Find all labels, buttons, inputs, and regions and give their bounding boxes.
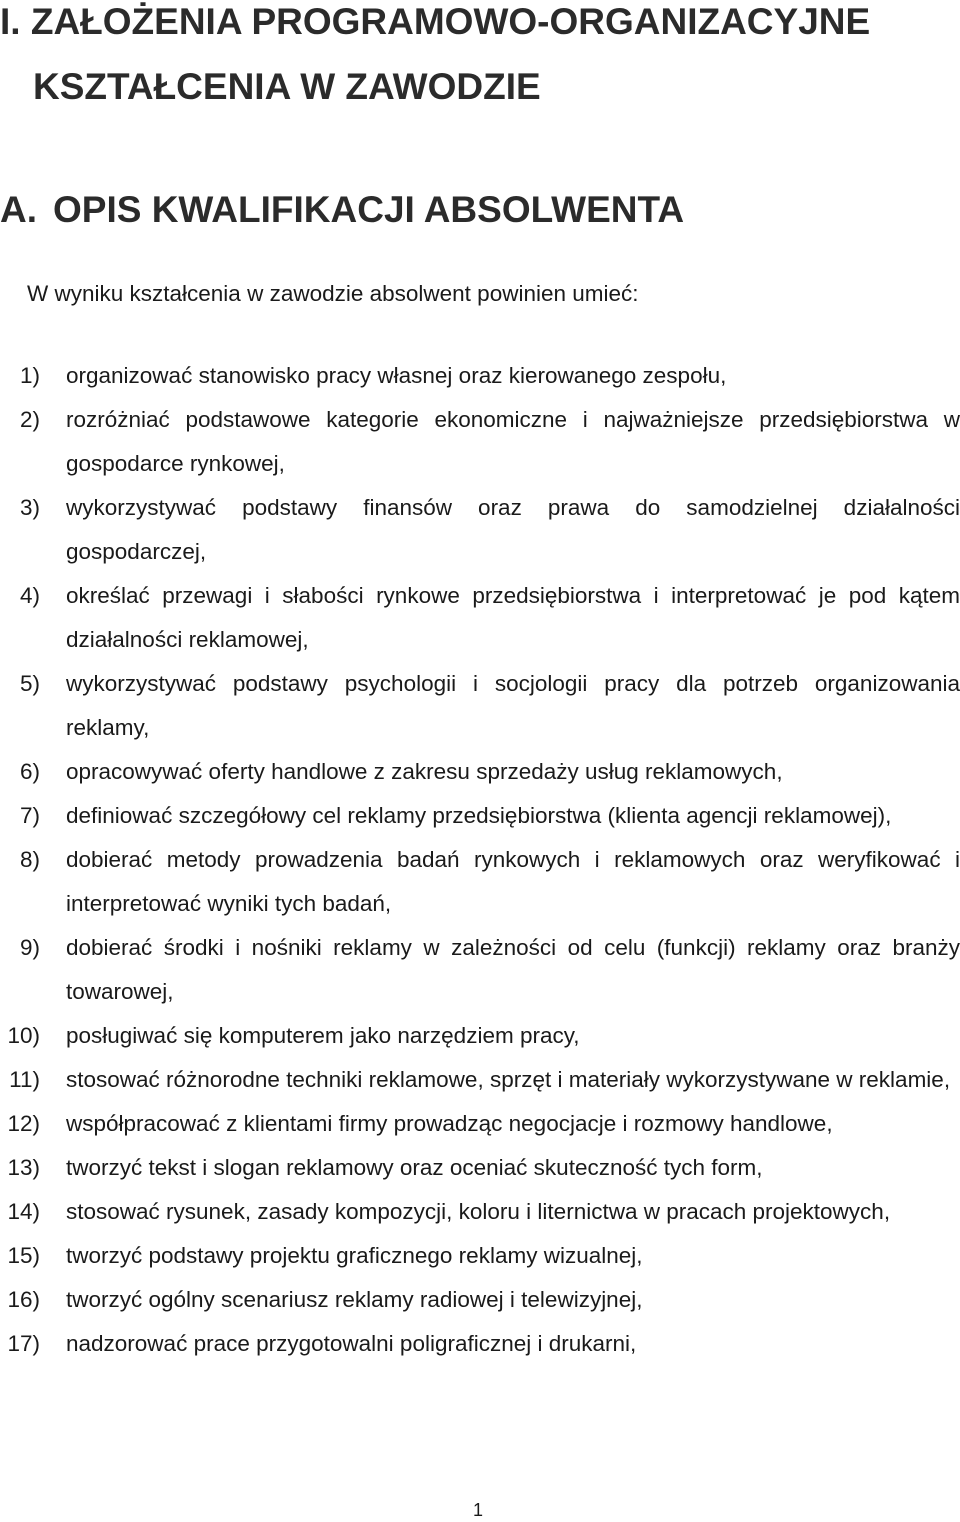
list-item [0, 794, 960, 838]
list-item-text: nadzorować prace przygotowalni poligraficznej i drukarni, [66, 1331, 637, 1356]
list-item-text: określać przewagi i słabości rynkowe przedsiębiorstwa i interpretować je pod kątem działalności reklamowej, [66, 583, 960, 652]
list-item-text: tworzyć tekst i slogan reklamowy oraz oceniać skuteczność tych form, [66, 1155, 763, 1180]
list-item [0, 1014, 960, 1058]
list-item-text: stosować rysunek, zasady kompozycji, koloru i liternictwa w pracach projektowych, [66, 1199, 891, 1224]
list-item-number: 12) [7, 1111, 40, 1136]
list-item [0, 750, 960, 794]
list-item-text: stosować różnorodne techniki reklamowe, sprzęt i materiały wykorzystywane w reklamie, [66, 1067, 951, 1092]
list-item [0, 1058, 960, 1102]
list-item [0, 838, 960, 926]
list-item-text: posługiwać się komputerem jako narzędziem pracy, [66, 1023, 580, 1048]
list-item-number: 5) [19, 671, 40, 696]
list-item [0, 1102, 960, 1146]
list-item-text: dobierać metody prowadzenia badań rynkowych i reklamowych oraz weryfikować i interpretować wyniki tych badań, [66, 847, 960, 916]
list-item-number: 4) [19, 583, 40, 608]
list-item-number: 14) [7, 1199, 40, 1224]
list-item-number: 17) [7, 1331, 40, 1356]
list-item-number: 3) [19, 495, 40, 520]
page-number: 1 [473, 1500, 484, 1520]
section-letter: A. [0, 189, 37, 230]
list-item-number: 8) [19, 847, 40, 872]
list-item-number: 16) [7, 1287, 40, 1312]
list-item [0, 1322, 960, 1366]
list-item-number: 6) [19, 759, 40, 784]
list-item-text: współpracować z klientami firmy prowadząc negocjacje i rozmowy handlowe, [66, 1111, 833, 1136]
list-item [0, 1234, 960, 1278]
list-item-number: 7) [19, 803, 40, 828]
list-item [0, 354, 960, 398]
qualifications-list [0, 354, 960, 1366]
list-item-text: organizować stanowisko pracy własnej oraz kierowanego zespołu, [66, 363, 727, 388]
list-item-text: wykorzystywać podstawy finansów oraz prawa do samodzielnej działalności gospodarczej, [66, 495, 960, 564]
chapter-heading-line-1: I. ZAŁOŻENIA PROGRAMOWO-ORGANIZACYJNE [0, 1, 871, 42]
list-item [0, 926, 960, 1014]
list-item [0, 574, 960, 662]
list-item-number: 9) [19, 935, 40, 960]
list-item-text: tworzyć ogólny scenariusz reklamy radiowej i telewizyjnej, [66, 1287, 643, 1312]
list-item-number: 2) [19, 407, 40, 432]
list-item-number: 1) [19, 363, 40, 388]
list-item-text: opracowywać oferty handlowe z zakresu sprzedaży usług reklamowych, [66, 759, 783, 784]
list-item [0, 398, 960, 486]
list-item-text: wykorzystywać podstawy psychologii i socjologii pracy dla potrzeb organizowania reklamy, [66, 671, 960, 740]
list-item-number: 11) [9, 1067, 40, 1092]
intro-paragraph: W wyniku kształcenia w zawodzie absolwent powinien umieć: [27, 281, 639, 306]
list-item [0, 662, 960, 750]
list-item-number: 10) [7, 1023, 40, 1048]
list-item-text: rozróżniać podstawowe kategorie ekonomiczne i najważniejsze przedsiębiorstwa w gospodarce rynkowej, [66, 407, 960, 476]
list-item [0, 486, 960, 574]
section-heading [0, 191, 684, 228]
list-item-text: definiować szczegółowy cel reklamy przedsiębiorstwa (klienta agencji reklamowej), [66, 803, 892, 828]
list-item-text: tworzyć podstawy projektu graficznego reklamy wizualnej, [66, 1243, 643, 1268]
chapter-heading-line-2: KSZTAŁCENIA W ZAWODZIE [33, 66, 541, 107]
list-item [0, 1190, 960, 1234]
list-item [0, 1278, 960, 1322]
section-title: OPIS KWALIFIKACJI ABSOLWENTA [53, 189, 685, 230]
list-item-number: 13) [7, 1155, 40, 1180]
list-item-number: 15) [7, 1243, 40, 1268]
list-item [0, 1146, 960, 1190]
list-item-text: dobierać środki i nośniki reklamy w zależności od celu (funkcji) reklamy oraz branży towarowej, [66, 935, 960, 1004]
